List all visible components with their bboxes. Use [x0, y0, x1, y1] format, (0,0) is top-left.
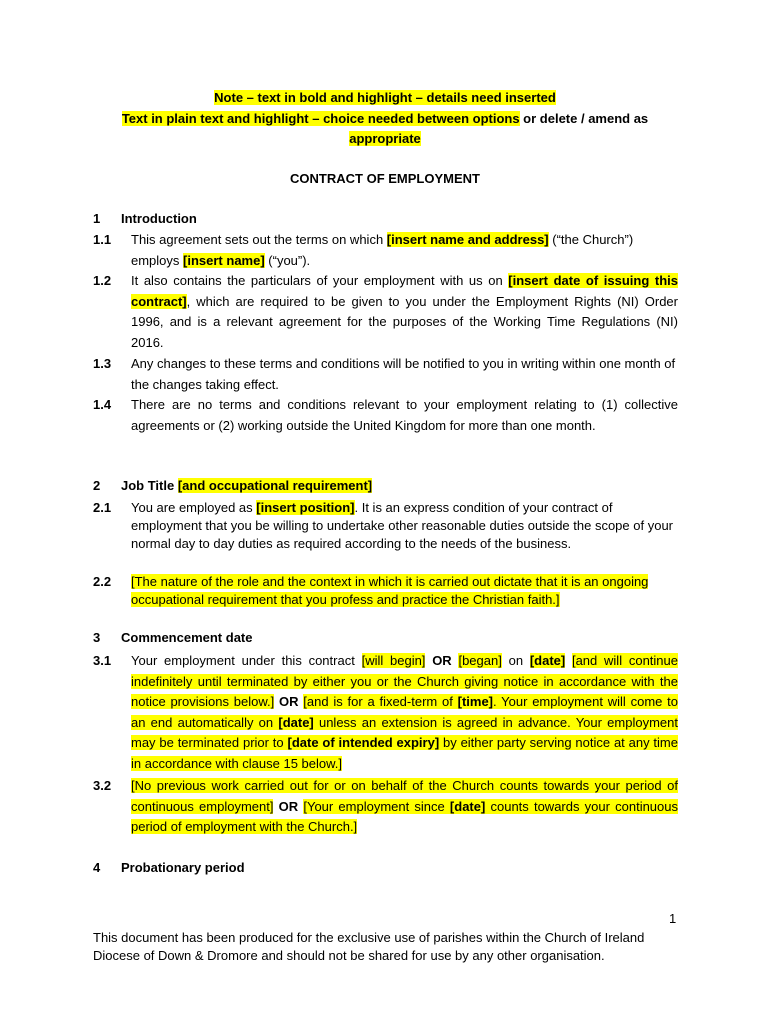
fill-in-field: [insert name] [183, 252, 265, 268]
clause-text: You are employed as [insert position]. It is an express condition of your contract of employment that you be willing to undertake other reasonable duties outside the scope of your normal day to day duties as required according to the needs of the business. [131, 500, 674, 551]
clause-1-1 [93, 230, 678, 271]
document-title: CONTRACT OF EMPLOYMENT [290, 171, 480, 186]
section-heading-introduction: 1 Introduction [93, 211, 197, 226]
fill-in-field: [date] [529, 653, 566, 668]
instruction-note-line-2: Text in plain text and highlight – choice needed between options or delete / amend as [121, 110, 649, 126]
clause-2-1 [93, 499, 678, 553]
fill-in-field: [date] [278, 714, 314, 730]
section-heading-probationary-period: 4 Probationary period [93, 860, 245, 875]
clause-number: 1.3 [93, 356, 112, 371]
clause-2-2 [93, 573, 678, 609]
fill-in-field: [and occupational requirement] [177, 478, 373, 493]
clause-number: 3.1 [93, 653, 112, 668]
clause-number: 1.4 [93, 397, 112, 412]
clause-text: Your employment under this contract [will begin] OR [began] on [date] [and will continue indefinitely until terminated by either you or the Church giving notice in accordance with the notice provisions below.] OR [and is for a fixed-term of [time]. Your employment will come to an end automatically on [date] unless an extension is agreed in advance. Your employment may be terminated prior to [date of intended expiry] by either party serving notice at any time in accordance with clause 15 below.] [131, 653, 678, 771]
fill-in-field: [insert position] [256, 500, 355, 515]
clause-1-2 [93, 271, 678, 353]
fill-in-field: [date] [449, 798, 486, 814]
instruction-note-line-3: appropriate [349, 131, 421, 146]
clause-number: 1.1 [93, 232, 112, 247]
clause-text: This agreement sets out the terms on which [insert name and address] (“the Church”) employs [insert name] (“you”). [131, 232, 634, 268]
clause-1-3 [93, 354, 678, 395]
clause-3-1 [93, 651, 678, 775]
instruction-note-line-1: Note – text in bold and highlight – details need inserted [214, 90, 556, 105]
clause-text: Any changes to these terms and conditions will be notified to you in writing within one month of the changes taking effect. [131, 356, 676, 392]
page-number: 1 [669, 911, 677, 926]
clause-text: There are no terms and conditions relevant to your employment relating to (1) collective agreements or (2) working outside the United Kingdom for more than one month. [131, 397, 678, 433]
section-heading-job-title: 2 Job Title [and occupational requirement] [93, 478, 373, 493]
clause-1-4 [93, 395, 678, 436]
clause-number: 1.2 [93, 273, 112, 288]
clause-number: 2.2 [93, 574, 112, 589]
fill-in-field: [time] [457, 694, 494, 710]
fill-in-field: [date of intended expiry] [287, 735, 440, 751]
fill-in-field: [insert date of issuing this contract] [131, 273, 678, 309]
clause-number: 2.1 [93, 500, 112, 515]
clause-text: [The nature of the role and the context in which it is carried out dictate that it is an ongoing occupational requirement that you profess and practice the Christian faith.] [131, 574, 649, 607]
fill-in-field: [insert name and address] [386, 232, 549, 247]
clause-3-2 [93, 776, 678, 838]
footer-disclaimer: This document has been produced for the exclusive use of parishes within the Church of Ireland Diocese of Down & Dromore and should not be shared for use by any other organisation. [93, 930, 645, 963]
section-heading-commencement-date: 3 Commencement date [93, 630, 253, 645]
clause-number: 3.2 [93, 778, 112, 793]
clause-text: [No previous work carried out for or on behalf of the Church counts towards your period of continuous employment] OR [Your employment since [date] counts towards your continuous period of employment with the Church.] [131, 778, 678, 835]
clause-text: It also contains the particulars of your employment with us on [insert date of issuing this contract], which are required to be given to you under the Employment Rights (NI) Order 1996, and is a relevant agreement for the purposes of the Working Time Regulations (NI) 2016. [131, 273, 678, 350]
